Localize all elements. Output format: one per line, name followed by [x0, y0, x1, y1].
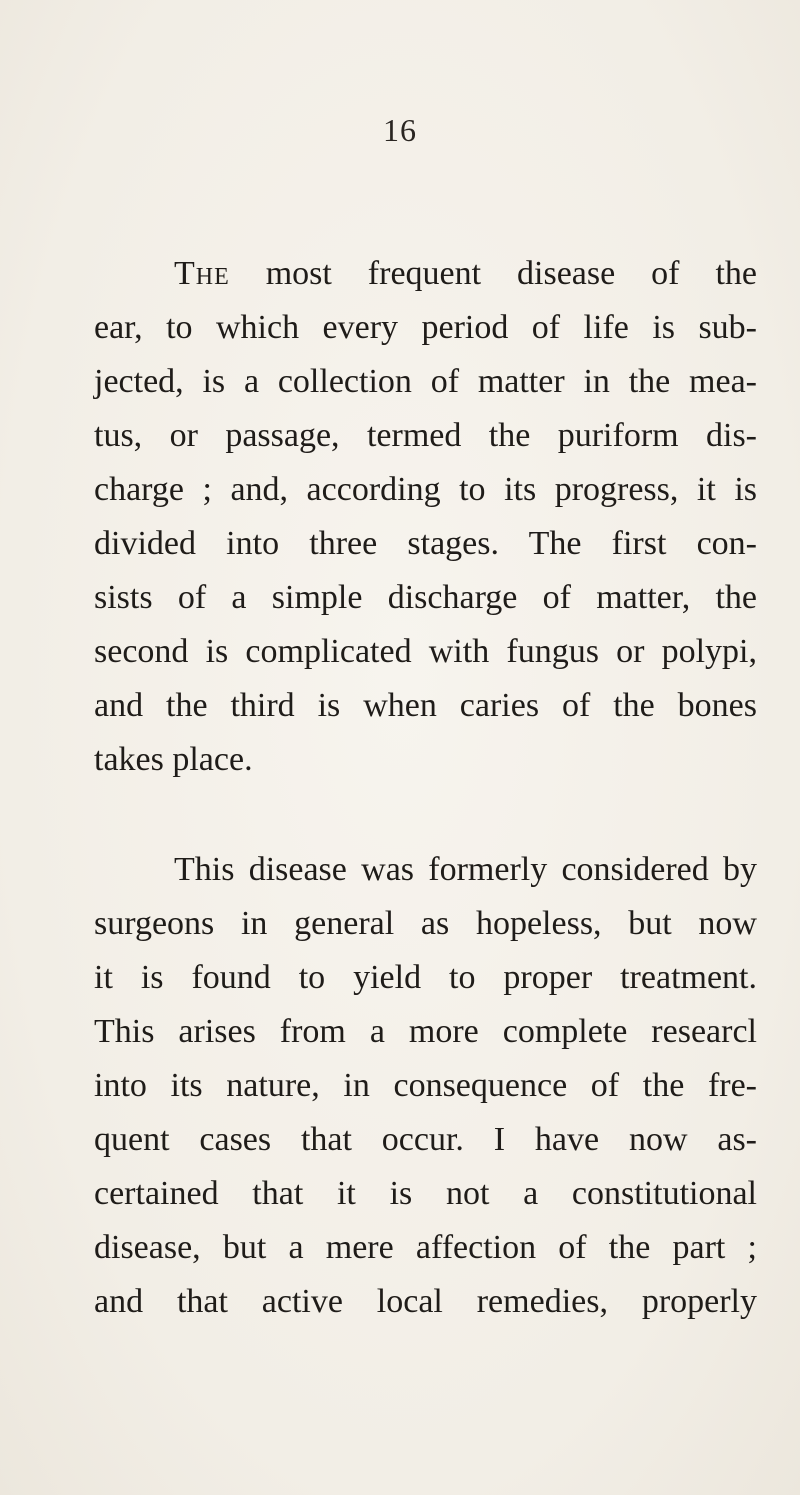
text-line: takes place. — [94, 741, 253, 778]
text-line: disease, but a mere affection of the part ; — [94, 1229, 757, 1266]
text-line: it is found to yield to proper treatment. — [94, 959, 757, 996]
text-line: divided into three stages. The first con- — [94, 525, 757, 562]
text-line: second is complicated with fungus or polypi, — [94, 633, 757, 670]
text-line: and that active local remedies, properly — [94, 1283, 757, 1320]
text-line: into its nature, in consequence of the fre- — [94, 1067, 757, 1104]
paragraph-1 — [94, 247, 757, 787]
page-number: 16 — [383, 112, 417, 148]
text-line: quent cases that occur. I have now as- — [94, 1121, 757, 1158]
text-line: jected, is a collection of matter in the mea- — [94, 363, 757, 400]
text-line: charge ; and, according to its progress, it is — [94, 471, 757, 508]
text-line: certained that it is not a constitutional — [94, 1175, 757, 1212]
text-line: sists of a simple discharge of matter, the — [94, 579, 757, 616]
text-line: ear, to which every period of life is sub- — [94, 309, 757, 346]
text-line: This arises from a more complete researcl — [94, 1013, 757, 1050]
text-line: surgeons in general as hopeless, but now — [94, 905, 757, 942]
text-line: tus, or passage, termed the puriform dis- — [94, 417, 757, 454]
lead-word: The — [174, 255, 230, 292]
paragraph-2 — [94, 843, 757, 1329]
text-line: The most frequent disease of the — [174, 255, 757, 292]
text-line: and the third is when caries of the bones — [94, 687, 757, 724]
text-line: This disease was formerly considered by — [174, 851, 757, 888]
